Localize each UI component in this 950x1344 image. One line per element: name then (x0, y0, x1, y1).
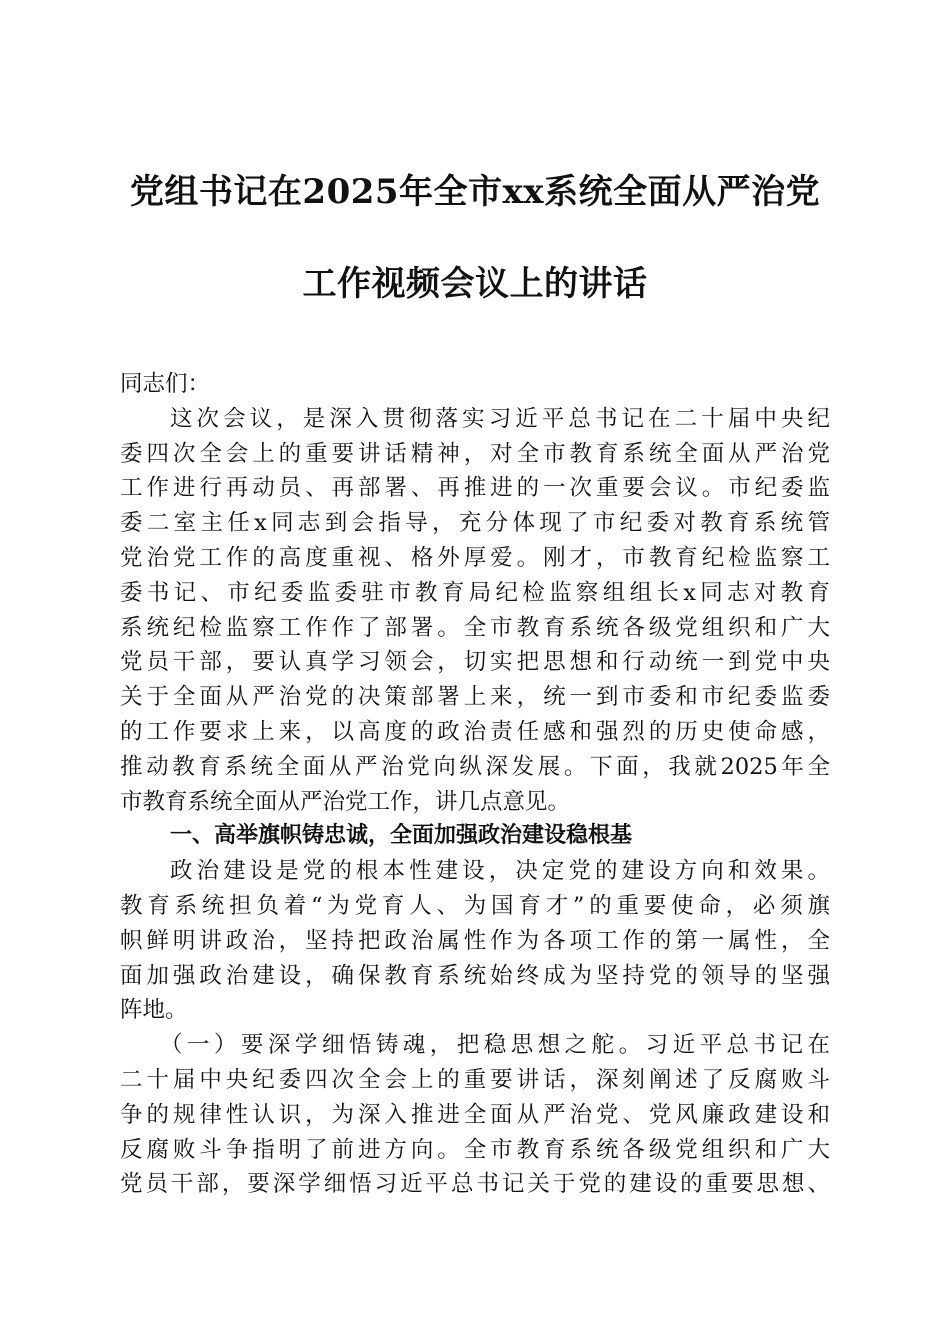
paragraph-line: 党治党工作的高度重视、格外厚爱。刚才，市教育纪检监察工 (120, 544, 830, 571)
paragraph-line: 党员干部，要认真学习领会，切实把思想和行动统一到党中央 (120, 649, 830, 676)
paragraph-1 (120, 402, 830, 820)
paragraph-line: 系统纪检监察工作作了部署。全市教育系统各级党组织和广大 (120, 614, 830, 641)
paragraph-line: 工作进行再动员、再部署、再推进的一次重要会议。市纪委监 (120, 475, 830, 502)
paragraph-line: 党员干部，要深学细悟习近平总书记关于党的建设的重要思想、 (120, 1171, 830, 1198)
paragraph-line: 争的规律性认识，为深入推进全面从严治党、党风廉政建设和 (120, 1101, 830, 1128)
paragraph-2 (120, 854, 830, 1028)
document-body (120, 367, 830, 1202)
paragraph-line: 关于全面从严治党的决策部署上来，统一到市委和市纪委监委 (120, 684, 830, 711)
paragraph-line: 委四次全会上的重要讲话精神，对全市教育系统全面从严治党 (120, 440, 830, 467)
paragraph-line: 市教育系统全面从严治党工作，讲几点意见。 (120, 788, 571, 815)
paragraph-line: （一）要深学细悟铸魂，把稳思想之舵。习近平总书记在 (160, 1032, 830, 1059)
section-heading-text: 一、高举旗帜铸忠诚，全面加强政治建设稳根基 (170, 823, 633, 849)
paragraph-line: 的工作要求上来，以高度的政治责任感和强烈的历史使命感， (120, 718, 830, 745)
paragraph-line: 二十届中央纪委四次全会上的重要讲话，深刻阐述了反腐败斗 (120, 1066, 830, 1093)
paragraph-line: 委书记、市纪委监委驻市教育局纪检监察组组长x同志对教育 (120, 579, 830, 606)
paragraph-line: 委二室主任x同志到会指导，充分体现了市纪委对教育系统管 (120, 510, 830, 537)
section-heading-1 (120, 819, 830, 854)
salutation (120, 367, 830, 402)
salutation-text: 同志们： (120, 371, 211, 397)
paragraph-line: 教育系统担负着“为党育人、为国育才”的重要使命，必须旗 (120, 892, 830, 919)
document-title-line-2: 工作视频会议上的讲话 (302, 264, 648, 304)
paragraph-line: 政治建设是党的根本性建设，决定党的建设方向和效果。 (170, 858, 830, 885)
paragraph-line: 帜鲜明讲政治，坚持把政治属性作为各项工作的第一属性，全 (120, 927, 830, 954)
paragraph-line: 反腐败斗争指明了前进方向。全市教育系统各级党组织和广大 (120, 1136, 830, 1163)
paragraph-line: 推动教育系统全面从严治党向纵深发展。下面，我就2025年全 (120, 753, 830, 780)
paragraph-3 (120, 1028, 830, 1202)
paragraph-line: 面加强政治建设，确保教育系统始终成为坚持党的领导的坚强 (120, 962, 830, 989)
document-title-line-1: 党组书记在2025年全市xx系统全面从严治党 (129, 172, 821, 212)
paragraph-line: 这次会议，是深入贯彻落实习近平总书记在二十届中央纪 (170, 405, 830, 432)
paragraph-line: 阵地。 (120, 997, 188, 1024)
